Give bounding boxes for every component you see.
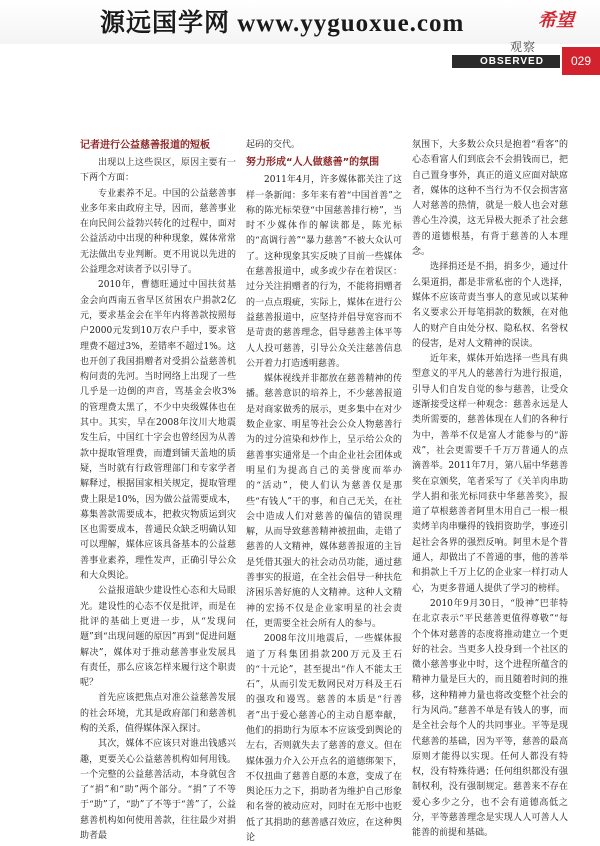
- page-number: 029: [562, 47, 600, 75]
- magazine-logo: 希望: [538, 10, 574, 31]
- paragraph: 氛围下，大多数公众只是抱着“看客”的心态看富人们到底会不会捐钱而已，把自己置身事外，真正的道义应面对缺席者，媒体的这种不当行为不仅会损害富人对慈善的热情，就是一般人也会对慈善心生冷漠，这无异极大扼杀了社会慈善的道德根基，有背于慈善的人本理念。: [412, 140, 568, 258]
- paragraph: 出现以上这些误区，原因主要有一下两个方面：: [80, 158, 236, 184]
- paragraph: 其次，媒体不应该只对谁出钱感兴趣，更要关心公益慈善机构如何用钱。一个完整的公益慈善活动，本身就包含了“捐”和“助”两个部分。“捐”了不等于“助”了，“助”了不等于“善”了，公益慈善机构如何使用善款，往往最少对捐助者最: [80, 739, 236, 842]
- article-column-1: [80, 138, 236, 842]
- paragraph: 媒体视线并非都放在慈善精神的传播。慈善意识的培养上，不少慈善报道是对商家做秀的展示，更多集中在对少数企业家、明星等社会公众人物慈善行为的过分渲染和炒作上，呈示给公众的慈善事实通常是一个由企业社会团体或明星们为提高自己的美誉度而举办的“活动”，使人们认为慈善仅是那些“有钱人”干的事，和自己无关，在社会中造成人们对慈善的偏信的错误理解，从而导致慈善精神被扭曲，走错了慈善的人文精神，媒体慈善报道的主旨是凭借其强大的社会动员功能，通过慈善事实的报道，在全社会倡导一种扶危济困乐善好施的人文精神。这种人文精神的宏扬不仅是企业家明星的社会责任，更需要全社会所有人的参与。: [246, 374, 402, 629]
- paragraph: 2010年，曹德旺通过中国扶贫基金会向西南五省旱区贫困农户捐款2亿元，要求基金会在半年内将善款按照每户2000元发到10万农户手中，要求管理费不超过3%，差错率不超过1%。这也开创了我国捐赠者对受捐公益慈善机构问责的先河。当时网络上出现了一些几乎是一边倒的声音，骂基金会收3%的管理费太黑了，不少中央级媒体也在其中。其实，早在2008年汶川大地震发生后，中国红十字会也曾经因为从善款中提取管理费，而遭到铺天盖地的质疑，当时就有行政管理部门和专家学者解释过，根据国家相关规定，提取管理费上限是10%，因为做公益需要成本，募集善款需要成本，把救灾物质运到灾区也需要成本，普通民众缺乏明确认知可以理解，媒体应该具备基本的公益慈善事业素养，理性发声，正确引导公众和大众舆论。: [80, 280, 236, 582]
- section-heading: 努力形成“人人做慈善”的氛围: [246, 157, 380, 169]
- article-body: [80, 138, 568, 844]
- paragraph: 起码的交代。: [246, 140, 301, 150]
- section-title-en: OBSERVED: [452, 55, 560, 68]
- paragraph: 公益报道缺少建设性心态和大局眼光。建设性的心态不仅是批评，而是在批评的基础上更进一步，从“发现问题”到“出现问题的原因”再到“促进问题解决”，媒体对于推动慈善事业发展具有责任，那么应该怎样来履行这个职责呢？: [80, 586, 236, 689]
- paragraph: 近年来，媒体开始选择一些具有典型意义的平凡人的慈善行为进行报道，引导人们自发自觉的参与慈善，让受众逐渐接受这样一种观念：慈善永远是人类所需要的，慈善体现在人们的各种行为中，善举不仅是富人才能参与的“游戏”，社会更需要千千万万普通人的点滴善举。2011年7月，第八届中华慈善奖在京颁奖，笔者采写了《关羊肉串助学人捐和张光标同获中华慈善奖》，报道了草根慈善者阿里木用自己一根一根卖烤羊肉串赚得的钱捐资助学，事迹引起社会各界的强烈反响。阿里木是个普通人，却做出了不普通的事，他的善举和捐款上千万上亿的企业家一样打动人心，为更多普通人提供了学习的榜样。: [412, 354, 568, 594]
- paragraph: 2011年4月，许多媒体都关注了这样一条新闻：多年来有着“中国首善”之称的陈光标荣登“中国慈善排行榜”，当时不少媒体作的解读都是，陈光标的“高调行善”“暴力慈善”不被大众认可了。这种现象其实反映了目前一些媒体在慈善报道中，或多或少存在着误区：过分关注捐赠者的行为，不能将捐赠者的一点点瑕疵，实际上，媒体在进行公益慈善报道中，应坚持并倡导宽容而不是苛责的慈善理念，倡导慈善主体平等人人投可慈善，引导公众关注慈善信息公开着力打造透明慈善。: [246, 175, 402, 369]
- section-title-cn: 观察: [510, 40, 537, 54]
- paragraph: 2010年9月30日，“股神”巴菲特在北京表示“平民慈善更值得尊敬”“每个个体对慈善的态度将推动建立一个更好的社会。当更多人投身到一个社区的微小慈善事业中时，这个进程所蕴含的精神力量是巨大的，而且随着时间的推移，这种精神力量也将改变整个社会的行为风尚。”慈善不单是有钱人的事，而是全社会每个人的共同事业。平等是现代慈善的基础，因为平等，慈善的最高原则才能得以实现。任何人都没有特权，没有特殊待遇；任何组织都没有强制权利，没有强制规定。慈善来不存在爱心多少之分，也不会有道德高低之分，平等慈善理念是实现人人可善人人能善的前提和基础。: [412, 598, 568, 839]
- article-column-3: [412, 138, 568, 839]
- watermark-text: 源远国学网 www.yyguoxue.com: [100, 10, 465, 37]
- section-heading: 记者进行公益慈善报道的短板: [80, 140, 210, 151]
- article-column-2: [246, 138, 402, 844]
- paragraph: 选择捐还是不捐，捐多少，通过什么渠道捐，都是非常私密的个人选择，媒体不应该苛责当事人的意见或以某种名义要求公开每笔捐款的数额，在对他人的财产自由处分权、隐私权、名誉权的侵害，是对人文精神的误读。: [412, 262, 568, 349]
- paragraph: 首先应该把焦点对准公益慈善发展的社会环境，尤其是政府部门和慈善机构的关系，值得媒体深入探讨。: [80, 693, 236, 734]
- paragraph: 2008年汶川地震后，一些媒体报道了万科集团捐款200万元及王石的“十元论”，甚至提出“作人不能太王石”，从而引发无数网民对万科及王石的强攻和谩骂。慈善的本质是“行善者”出于爱心慈善心的主动自愿奉献，他们的捐助行为原本不应该受到舆论的左右，否则就失去了慈善的意义。但在媒体强力介入公开点名的道德绑架下，不仅扭曲了慈善自愿的本意，变成了在舆论压力之下，捐助者为维护自己形象和名誉的被动应对，同时在无形中也贬低了其捐助的慈善感召效应，在这种舆论: [246, 634, 402, 844]
- paragraph: 专业素养不足。中国的公益慈善事业多年来由政府主导，因而，慈善事业在向民间公益勃兴转化的过程中，面对公益活动中出现的种种现象，媒体常常无法做出专业判断。更不用说以先进的公益理念对读者予以引导了。: [80, 188, 236, 276]
